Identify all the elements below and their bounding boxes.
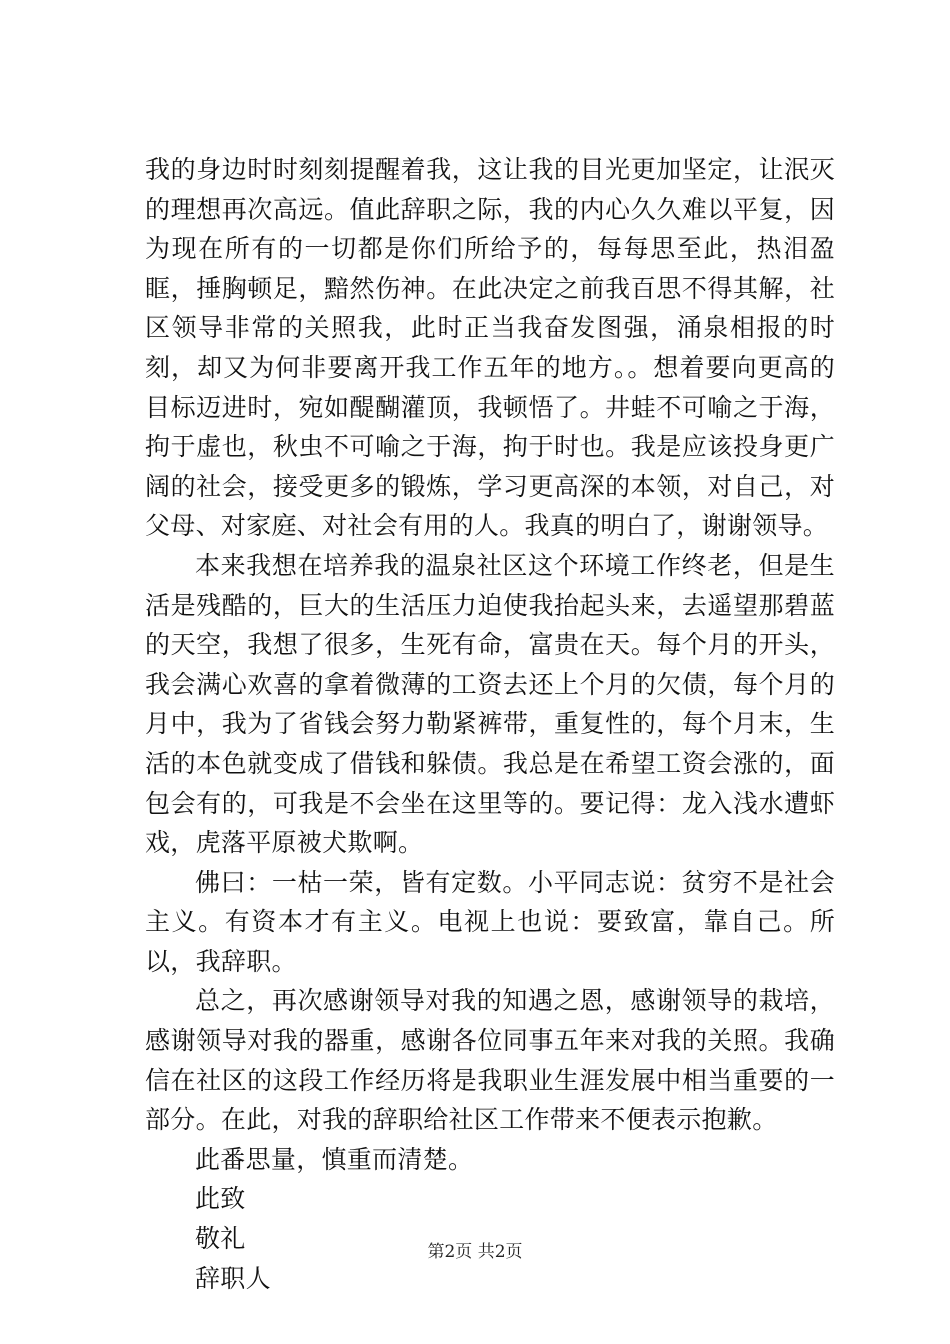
paragraph-quotes: 佛曰：一枯一荣，皆有定数。小平同志说：贫穷不是社会主义。有资本才有主义。电视上也说：要致富，靠自己。所以，我辞职。 <box>145 867 835 976</box>
salutation-jingli: 敬礼 <box>195 1224 246 1254</box>
paragraph-continuation: 我的身边时时刻刻提醒着我，这让我的目光更加坚定，让泯灭的理想再次高远。值此辞职之际，我的内心久久难以平复，因为现在所有的一切都是你们所给予的，每每思至此，热泪盈眶，捶胸顿足，黯然伤神。在此决定之前我百思不得其解，社区领导非常的关照我，此时正当我奋发图强，涌泉相报的时刻，却又为何非要离开我工作五年的地方。。想着要向更高的目标迈进时，宛如醍醐灌顶，我顿悟了。井蛙不可喻之于海，拘于虚也，秋虫不可喻之于海，拘于时也。我是应该投身更广阔的社会，接受更多的锻炼，学习更高深的本领，对自己，对父母、对家庭、对社会有用的人。我真的明白了，谢谢领导。 <box>145 155 835 541</box>
page-number-footer: 第2页 共2页 <box>427 1242 523 1262</box>
paragraph-thanks: 总之，再次感谢领导对我的知遇之恩，感谢领导的栽培，感谢领导对我的器重，感谢各位同事五年来对我的关照。我确信在社区的这段工作经历将是我职业生涯发展中相当重要的一部分。在此，对我的辞职给社区工作带来不便表示抱歉。 <box>145 986 835 1135</box>
salutation-cizhi: 此致 <box>195 1184 246 1214</box>
closing-thought: 此番思量，慎重而清楚。 <box>195 1144 474 1174</box>
paragraph-living-pressure: 本来我想在培养我的温泉社区这个环境工作终老，但是生活是残酷的，巨大的生活压力迫使我抬起头来，去遥望那碧蓝的天空，我想了很多，生死有命，富贵在天。每个月的开头，我会满心欢喜的拿着微薄的工资去还上个月的欠债，每个月的月中，我为了省钱会努力勒紧裤带，重复性的，每个月末，生活的本色就变成了借钱和躲债。我总是在希望工资会涨的，面包会有的，可我是不会坐在这里等的。要记得：龙入浅水遭虾戏，虎落平原被犬欺啊。 <box>145 550 835 858</box>
document-body <box>145 150 835 1298</box>
signature-label: 辞职人 <box>195 1263 271 1293</box>
